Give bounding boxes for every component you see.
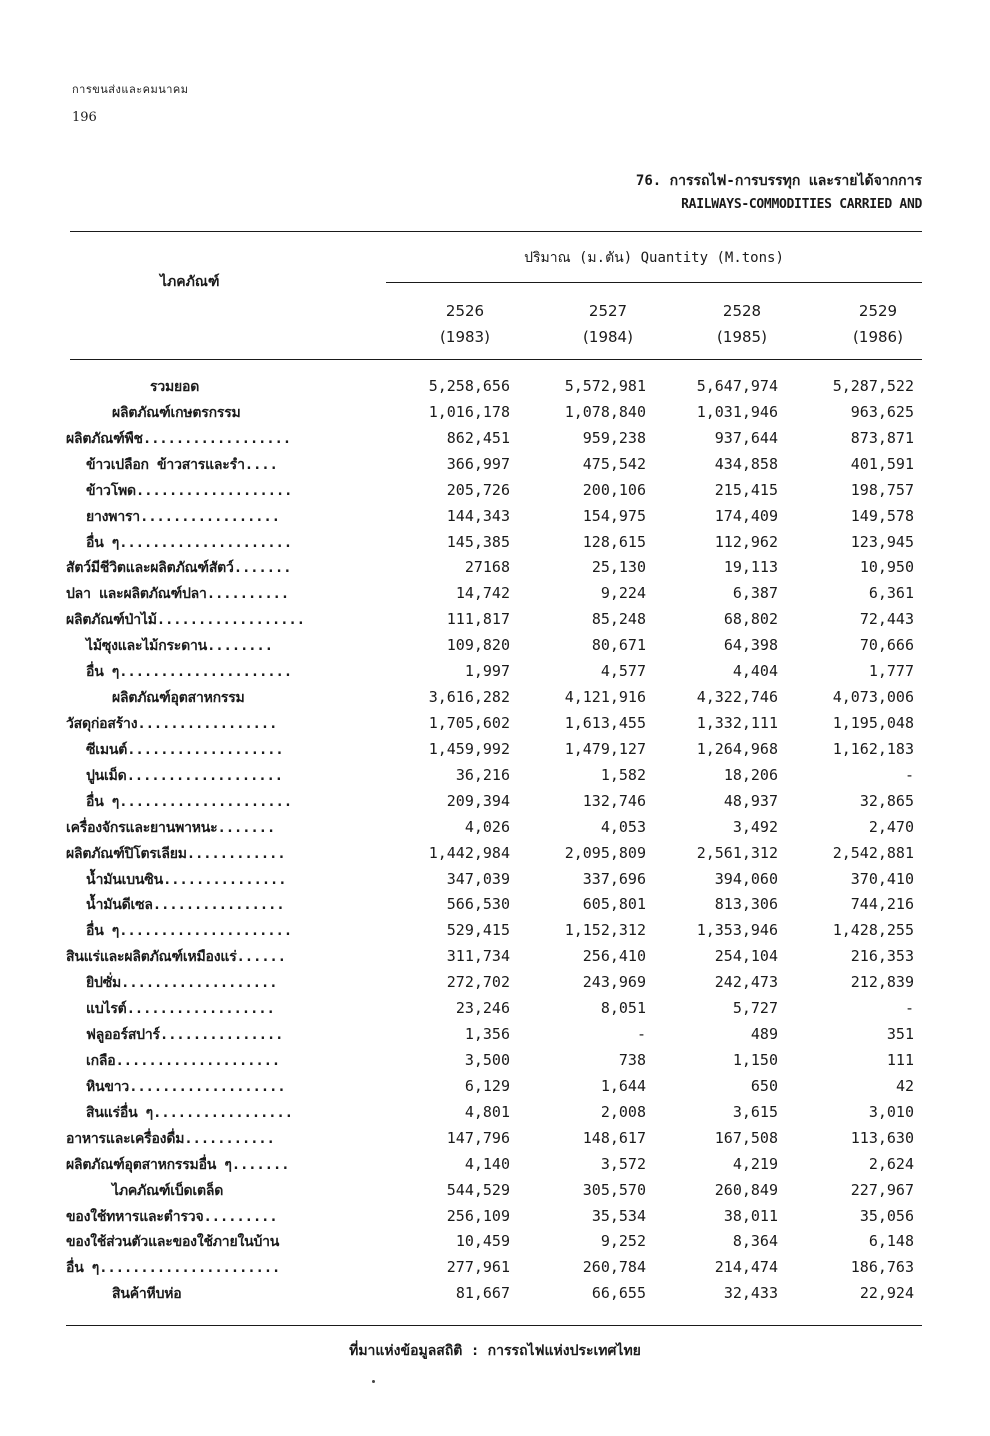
cell-2527: 337,696 [582, 869, 646, 888]
cell-2527: 305,570 [582, 1180, 646, 1199]
row-label: แบไรต์.................. [86, 1001, 275, 1018]
cell-2529: 1,162,183 [832, 739, 914, 758]
year-be: 2527 [588, 302, 628, 320]
cell-2528: 4,219 [732, 1154, 778, 1173]
row-label: ผลิตภัณฑ์อุตสาหกรรม [112, 690, 245, 707]
cell-2527: 1,582 [600, 765, 646, 784]
cell-2528: 6,387 [732, 584, 778, 603]
cell-2527: 1,613,455 [564, 713, 646, 732]
row-label: ผลิตภัณฑ์พืช.................. [66, 430, 291, 447]
cell-2527: - [636, 1025, 646, 1044]
row-label: อื่น ๆ..................... [86, 793, 292, 810]
table-row [0, 659, 990, 685]
cell-2526: 36,216 [455, 765, 510, 784]
table-row [0, 426, 990, 452]
row-label: ผลิตภัณฑ์ปิโตรเลียม............ [66, 845, 286, 862]
cell-2529: 113,630 [850, 1128, 914, 1147]
cell-2529: 42 [895, 1076, 914, 1095]
table-row [0, 1048, 990, 1074]
table-row [0, 815, 990, 841]
cell-2528: 64,398 [723, 636, 778, 655]
row-label: ไม้ซุงและไม้กระดาน........ [86, 638, 273, 655]
cell-2528: 3,615 [732, 1102, 778, 1121]
cell-2526: 3,500 [464, 1050, 510, 1069]
table-row [0, 944, 990, 970]
row-label: ซีเมนต์................... [86, 741, 284, 758]
cell-2526: 4,140 [464, 1154, 510, 1173]
row-label: อื่น ๆ..................... [86, 923, 292, 940]
cell-2529: 873,871 [850, 428, 914, 447]
row-label: ของใช้ส่วนตัวและของใช้ภายในบ้าน [66, 1234, 280, 1251]
cell-2528: 254,104 [714, 947, 778, 966]
cell-2528: 4,322,746 [696, 688, 778, 707]
cell-2527: 1,644 [600, 1076, 646, 1095]
cell-2526: 14,742 [455, 584, 510, 603]
row-label: ปูนเม็ด................... [86, 767, 283, 784]
table-row [0, 996, 990, 1022]
table-row [0, 970, 990, 996]
cell-2526: 4,801 [464, 1102, 510, 1121]
cell-2527: 154,975 [582, 506, 646, 525]
cell-2529: 6,361 [868, 584, 914, 603]
table-row [0, 1204, 990, 1230]
row-label: ข้าวโพด................... [86, 482, 293, 499]
cell-2527: 5,572,981 [564, 377, 646, 395]
cell-2528: 1,332,111 [696, 713, 778, 732]
cell-2529: 216,353 [850, 947, 914, 966]
cell-2528: 489 [750, 1025, 778, 1044]
cell-2527: 4,577 [600, 662, 646, 681]
cell-2529: 963,625 [850, 402, 914, 421]
cell-2526: 6,129 [464, 1076, 510, 1095]
row-label: ยางพารา................. [86, 508, 280, 525]
cell-2527: 4,053 [600, 817, 646, 836]
source-note: ที่มาแห่งข้อมูลสถิติ : การรถไฟแห่งประเทศไทย [349, 1343, 641, 1359]
cell-2526: 277,961 [446, 1258, 510, 1277]
cell-2528: 1,353,946 [696, 921, 778, 940]
cell-2526: 109,820 [446, 636, 510, 655]
stray-mark [372, 1380, 375, 1383]
cell-2527: 200,106 [582, 480, 646, 499]
table-row [0, 685, 990, 711]
cell-2529: 72,443 [859, 610, 914, 629]
cell-2527: 959,238 [582, 428, 646, 447]
cell-2528: 5,727 [732, 999, 778, 1018]
cell-2526: 145,385 [446, 532, 510, 551]
table-row [0, 789, 990, 815]
cell-2528: 1,031,946 [696, 402, 778, 421]
cell-2527: 35,534 [591, 1206, 646, 1225]
cell-2529: 123,945 [850, 532, 914, 551]
cell-2529: 2,470 [868, 817, 914, 836]
cell-2529: 149,578 [850, 506, 914, 525]
commodities-table-body [0, 374, 990, 1307]
table-title [636, 170, 922, 216]
cell-2526: 347,039 [446, 869, 510, 888]
cell-2528: 19,113 [723, 558, 778, 577]
cell-2529: 1,195,048 [832, 713, 914, 732]
cell-2529: 351 [886, 1025, 914, 1044]
table-row [0, 711, 990, 737]
row-label: เครื่องจักรและยานพาหนะ....... [66, 819, 276, 836]
row-label: ฟลูออร์สปาร์............... [86, 1027, 284, 1044]
cell-2529: 186,763 [850, 1258, 914, 1277]
cell-2529: 2,542,881 [832, 843, 914, 862]
year-header-2528 [692, 298, 792, 350]
cell-2526: 3,616,282 [428, 688, 510, 707]
row-label: สินค้าหีบห่อ [112, 1286, 182, 1303]
row-label: อื่น ๆ..................... [86, 664, 292, 681]
table-row [0, 1281, 990, 1307]
cell-2528: 32,433 [723, 1284, 778, 1303]
cell-2527: 1,479,127 [564, 739, 646, 758]
cell-2526: 529,415 [446, 921, 510, 940]
cell-2528: 2,561,312 [696, 843, 778, 862]
cell-2529: 212,839 [850, 973, 914, 992]
row-label: ปลา และผลิตภัณฑ์ปลา.......... [66, 586, 290, 603]
quantity-rule [386, 282, 922, 283]
cell-2527: 260,784 [582, 1258, 646, 1277]
cell-2528: 167,508 [714, 1128, 778, 1147]
table-row [0, 867, 990, 893]
cell-2527: 8,051 [600, 999, 646, 1018]
cell-2528: 650 [750, 1076, 778, 1095]
cell-2527: 85,248 [591, 610, 646, 629]
cell-2528: 68,802 [723, 610, 778, 629]
cell-2528: 434,858 [714, 454, 778, 473]
cell-2528: 18,206 [723, 765, 778, 784]
cell-2528: 242,473 [714, 973, 778, 992]
cell-2529: 22,924 [859, 1284, 914, 1303]
quantity-group-header: ปริมาณ (ม.ตัน) Quantity (M.tons) [524, 250, 784, 266]
cell-2528: 48,937 [723, 791, 778, 810]
row-label: ข้าวเปลือก ข้าวสารและรำ.... [86, 456, 278, 473]
year-be: 2526 [445, 302, 485, 320]
cell-2529: 3,010 [868, 1102, 914, 1121]
table-row [0, 1255, 990, 1281]
cell-2526: 272,702 [446, 973, 510, 992]
row-label: น้ำมันดีเซล................ [86, 897, 285, 914]
cell-2526: 10,459 [455, 1232, 510, 1251]
cell-2528: 3,492 [732, 817, 778, 836]
table-row [0, 374, 990, 400]
cell-2528: 8,364 [732, 1232, 778, 1251]
cell-2526: 1,356 [464, 1025, 510, 1044]
cell-2526: 366,997 [446, 454, 510, 473]
cell-2527: 80,671 [591, 636, 646, 655]
stub-header: ไภคภัณฑ์ [160, 274, 220, 290]
year-ad: (1985) [717, 328, 767, 346]
cell-2528: 215,415 [714, 480, 778, 499]
row-label: วัสดุก่อสร้าง................. [66, 715, 278, 732]
table-row [0, 1178, 990, 1204]
cell-2529: 1,777 [868, 662, 914, 681]
table-row [0, 737, 990, 763]
table-row [0, 1126, 990, 1152]
row-label: ไภคภัณฑ์เบ็ดเตล็ด [112, 1182, 224, 1199]
cell-2526: 111,817 [446, 610, 510, 629]
cell-2529: 10,950 [859, 558, 914, 577]
cell-2528: 5,647,974 [696, 377, 778, 395]
table-row [0, 400, 990, 426]
cell-2526: 205,726 [446, 480, 510, 499]
cell-2526: 81,667 [455, 1284, 510, 1303]
row-label: อื่น ๆ..................... [86, 534, 292, 551]
table-row [0, 581, 990, 607]
cell-2528: 214,474 [714, 1258, 778, 1277]
table-row [0, 504, 990, 530]
page-number: 196 [72, 110, 97, 125]
cell-2529: 70,666 [859, 636, 914, 655]
cell-2527: 243,969 [582, 973, 646, 992]
cell-2526: 566,530 [446, 895, 510, 914]
cell-2527: 3,572 [600, 1154, 646, 1173]
cell-2527: 1,078,840 [564, 402, 646, 421]
table-row [0, 1152, 990, 1178]
row-label: อาหารและเครื่องดื่ม........... [66, 1130, 275, 1147]
cell-2527: 148,617 [582, 1128, 646, 1147]
cell-2529: 35,056 [859, 1206, 914, 1225]
cell-2528: 4,404 [732, 662, 778, 681]
cell-2526: 1,997 [464, 662, 510, 681]
cell-2526: 1,442,984 [428, 843, 510, 862]
cell-2529: 744,216 [850, 895, 914, 914]
cell-2527: 9,224 [600, 584, 646, 603]
cell-2529: 198,757 [850, 480, 914, 499]
cell-2527: 256,410 [582, 947, 646, 966]
cell-2527: 128,615 [582, 532, 646, 551]
cell-2529: 401,591 [850, 454, 914, 473]
cell-2526: 1,016,178 [428, 402, 510, 421]
cell-2527: 132,746 [582, 791, 646, 810]
cell-2528: 260,849 [714, 1180, 778, 1199]
table-row [0, 892, 990, 918]
table-row [0, 452, 990, 478]
cell-2528: 394,060 [714, 869, 778, 888]
cell-2527: 475,542 [582, 454, 646, 473]
cell-2528: 1,264,968 [696, 739, 778, 758]
row-label: ผลิตภัณฑ์อุตสาหกรรมอื่น ๆ....... [66, 1156, 290, 1173]
row-label: สัตว์มีชีวิตและผลิตภัณฑ์สัตว์....... [66, 560, 292, 577]
row-label: เกลือ.................... [86, 1052, 281, 1069]
row-label: ผลิตภัณฑ์เกษตรกรรม [112, 404, 241, 421]
cell-2527: 1,152,312 [564, 921, 646, 940]
year-be: 2529 [858, 302, 898, 320]
year-be: 2528 [722, 302, 762, 320]
table-row [0, 1022, 990, 1048]
cell-2527: 605,801 [582, 895, 646, 914]
table-row [0, 478, 990, 504]
cell-2526: 144,343 [446, 506, 510, 525]
cell-2529: 4,073,006 [832, 688, 914, 707]
cell-2529: 111 [886, 1050, 914, 1069]
table-row [0, 1074, 990, 1100]
table-row [0, 1100, 990, 1126]
top-rule [70, 231, 922, 232]
row-label: ของใช้ทหารและตำรวจ......... [66, 1208, 278, 1225]
cell-2527: 738 [618, 1050, 646, 1069]
table-row [0, 633, 990, 659]
cell-2528: 38,011 [723, 1206, 778, 1225]
cell-2529: 5,287,522 [832, 377, 914, 395]
year-ad: (1984) [583, 328, 633, 346]
cell-2527: 66,655 [591, 1284, 646, 1303]
table-row [0, 607, 990, 633]
year-ad: (1983) [440, 328, 490, 346]
cell-2526: 256,109 [446, 1206, 510, 1225]
table-row [0, 530, 990, 556]
cell-2527: 4,121,916 [564, 688, 646, 707]
cell-2526: 1,459,992 [428, 739, 510, 758]
cell-2526: 311,734 [446, 947, 510, 966]
cell-2527: 9,252 [600, 1232, 646, 1251]
cell-2528: 1,150 [732, 1050, 778, 1069]
header-rule [70, 359, 922, 360]
cell-2528: 937,644 [714, 428, 778, 447]
cell-2529: 227,967 [850, 1180, 914, 1199]
cell-2526: 147,796 [446, 1128, 510, 1147]
cell-2529: - [904, 999, 914, 1018]
cell-2526: 27168 [464, 558, 510, 577]
cell-2527: 2,095,809 [564, 843, 646, 862]
cell-2528: 174,409 [714, 506, 778, 525]
year-header-2529 [828, 298, 928, 350]
cell-2526: 209,394 [446, 791, 510, 810]
year-header-2527 [558, 298, 658, 350]
cell-2526: 862,451 [446, 428, 510, 447]
cell-2527: 2,008 [600, 1102, 646, 1121]
year-header-2526 [415, 298, 515, 350]
cell-2529: 370,410 [850, 869, 914, 888]
table-title-thai: 76. การรถไฟ-การบรรทุก และรายได้จากการ [635, 173, 922, 189]
table-row [0, 555, 990, 581]
cell-2526: 1,705,602 [428, 713, 510, 732]
row-label: หินขาว................... [86, 1078, 286, 1095]
cell-2529: 2,624 [868, 1154, 914, 1173]
cell-2529: - [904, 765, 914, 784]
table-row [0, 918, 990, 944]
row-label: รวมยอด [150, 379, 200, 395]
year-ad: (1986) [853, 328, 903, 346]
running-head: การขนส่งและคมนาคม [72, 83, 189, 96]
cell-2528: 813,306 [714, 895, 778, 914]
cell-2527: 25,130 [591, 558, 646, 577]
cell-2529: 1,428,255 [832, 921, 914, 940]
cell-2529: 32,865 [859, 791, 914, 810]
cell-2526: 5,258,656 [428, 377, 510, 395]
cell-2526: 544,529 [446, 1180, 510, 1199]
table-row [0, 763, 990, 789]
cell-2526: 23,246 [455, 999, 510, 1018]
cell-2526: 4,026 [464, 817, 510, 836]
row-label: สินแร่และผลิตภัณฑ์เหมืองแร่...... [66, 949, 286, 966]
bottom-rule [66, 1325, 922, 1326]
table-row [0, 1229, 990, 1255]
row-label: ยิปซั่ม................... [86, 975, 278, 992]
row-label: น้ำมันเบนซิน............... [86, 871, 287, 888]
cell-2529: 6,148 [868, 1232, 914, 1251]
row-label: สินแร่อื่น ๆ................. [86, 1104, 293, 1121]
cell-2528: 112,962 [714, 532, 778, 551]
row-label: อื่น ๆ...................... [66, 1260, 281, 1277]
table-row [0, 841, 990, 867]
row-label: ผลิตภัณฑ์ป่าไม้.................. [66, 612, 305, 629]
table-title-english: RAILWAYS-COMMODITIES CARRIED AND [681, 197, 922, 212]
